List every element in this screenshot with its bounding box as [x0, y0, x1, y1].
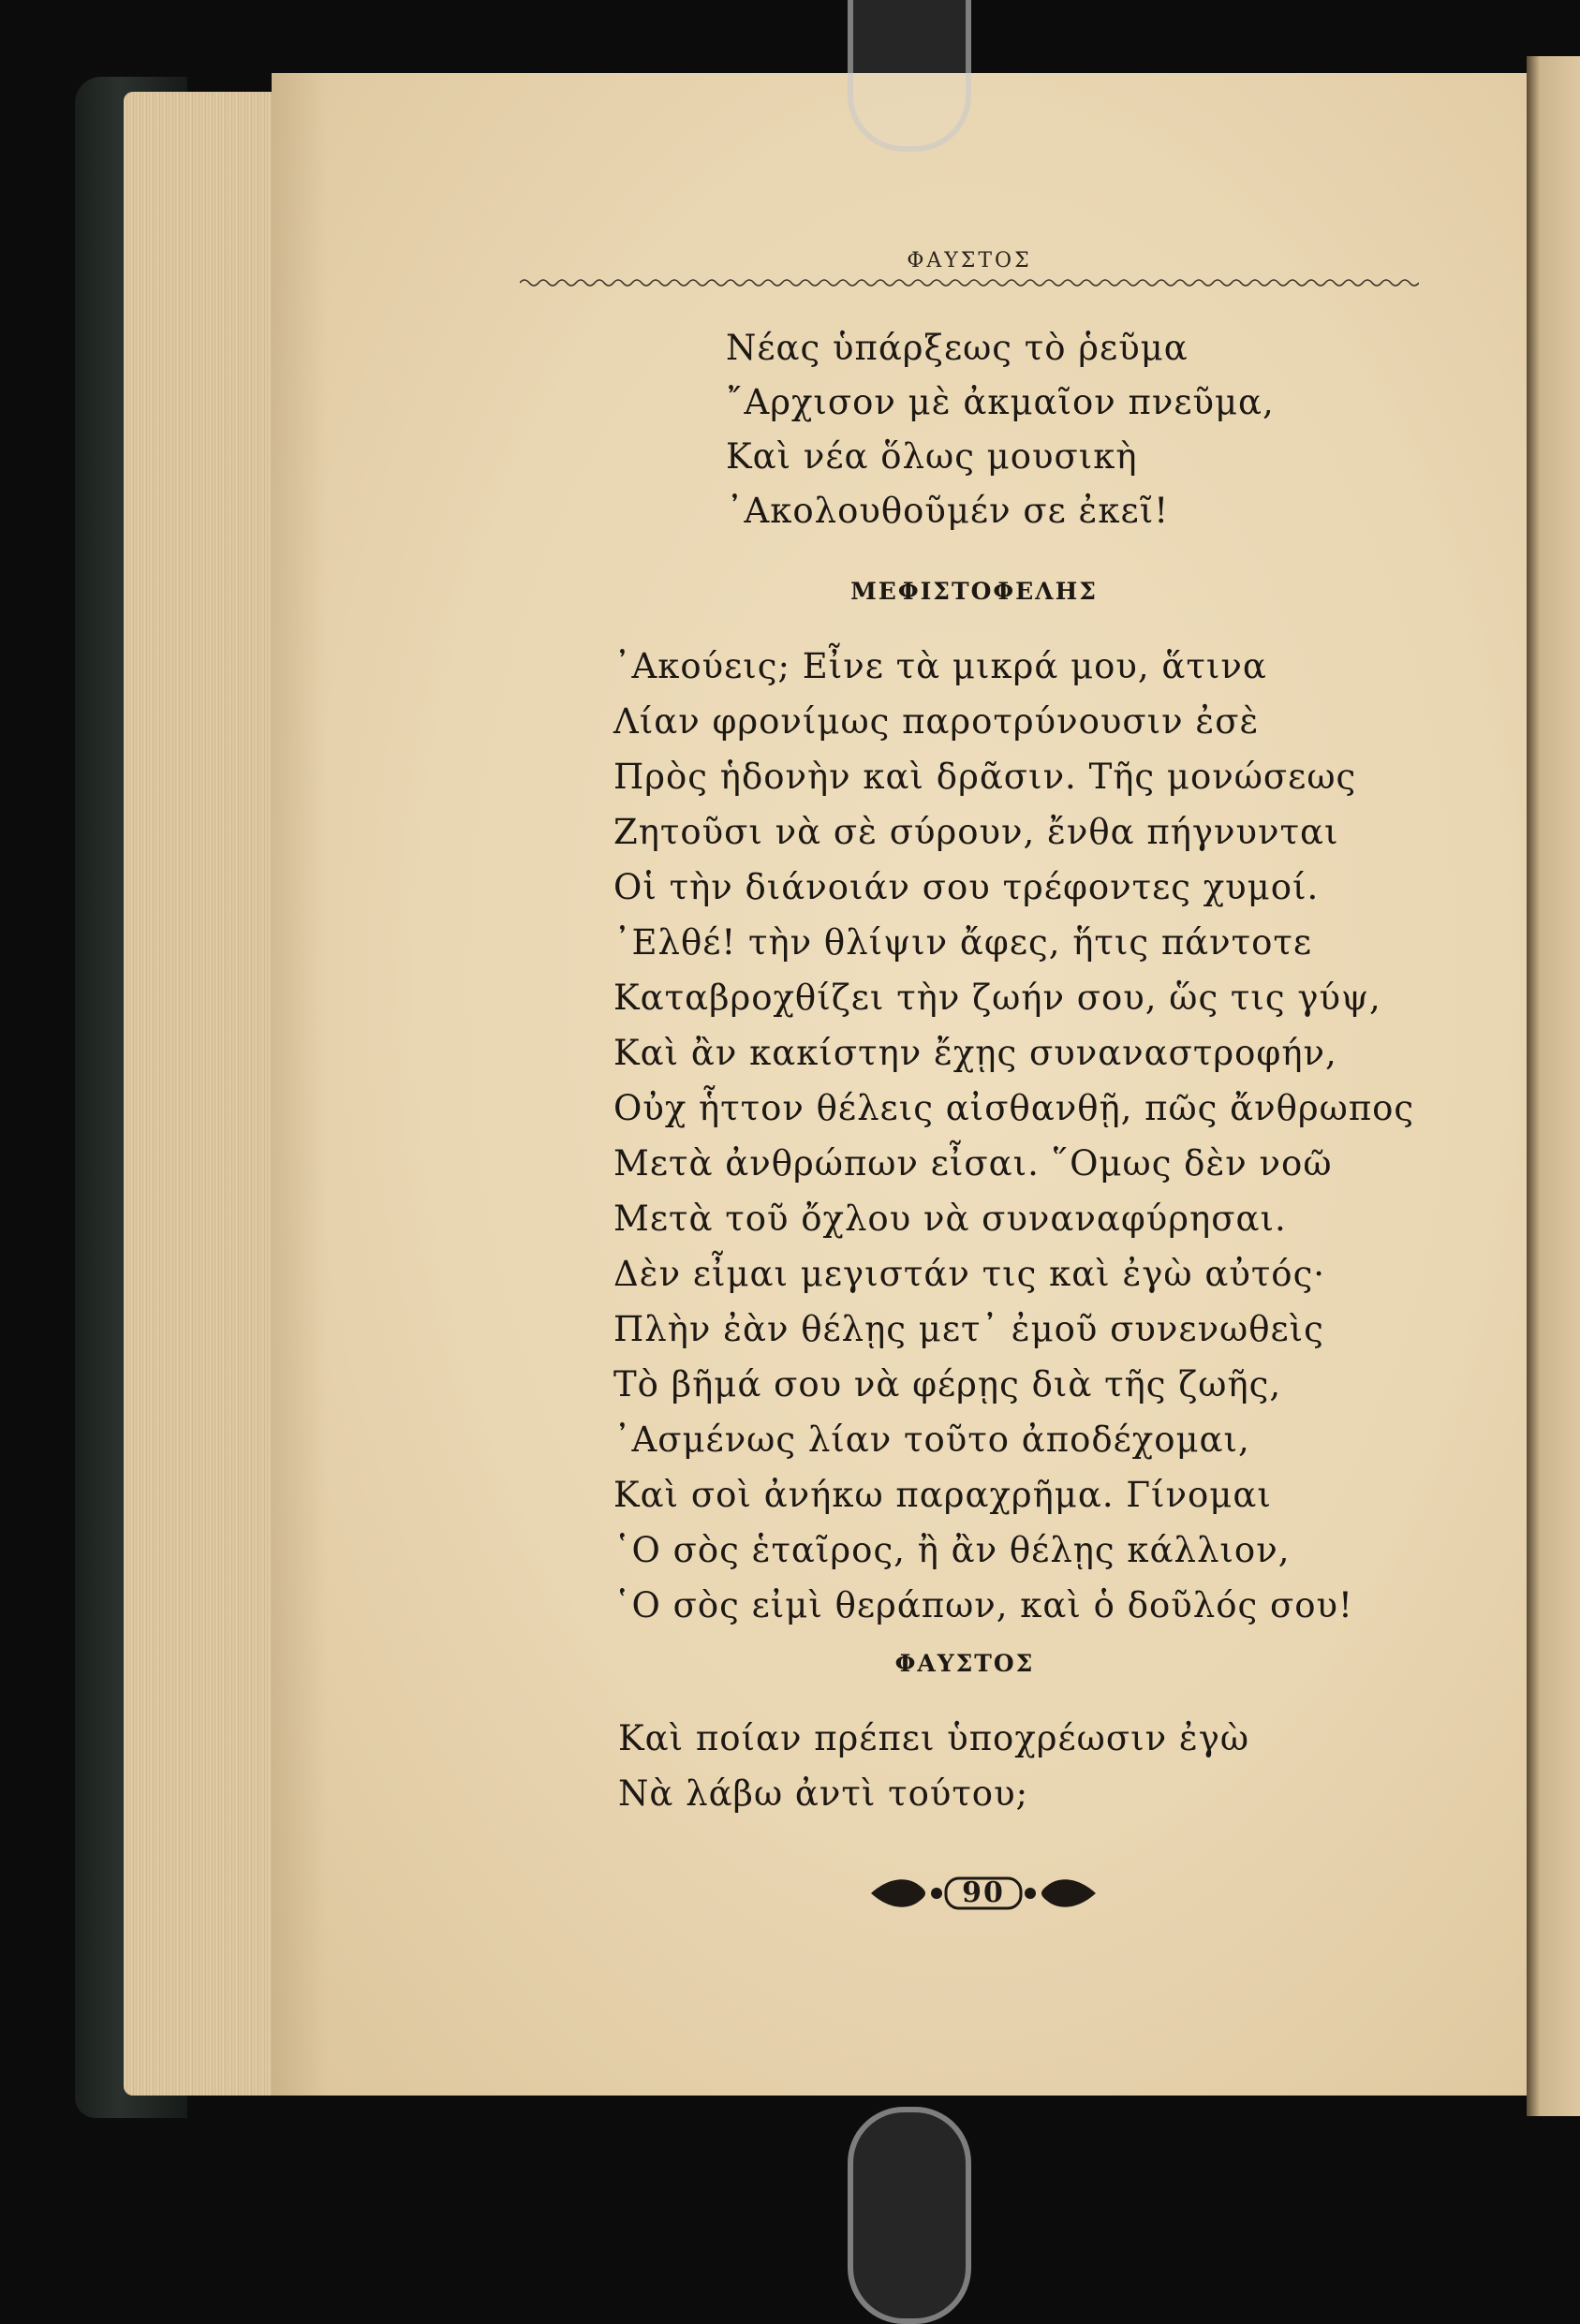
speech-line: Καὶ ἂν κακίστην ἔχῃς συναναστροφήν, — [613, 1033, 1337, 1073]
page-number-ornament — [862, 1865, 1105, 1921]
speech-line: Λίαν φρονίμως παροτρύνουσιν ἐσὲ — [613, 701, 1260, 742]
speech-line: Ζητοῦσι νὰ σὲ σύρουν, ἔνθα πήγνυνται — [613, 812, 1339, 852]
header-title: ΦΑΥΣΤΟΣ — [907, 249, 1032, 272]
speech-line: Πλὴν ἐὰν θέλῃς μετ᾿ ἐμοῦ συνενωθεὶς — [613, 1309, 1324, 1349]
speech-line: Οὐχ ἧττον θέλεις αἰσθανθῇ, πῶς ἄνθρωπος — [613, 1088, 1415, 1128]
speech-line: Πρὸς ἡδονὴν καὶ δρᾶσιν. Τῆς μονώσεως — [613, 757, 1357, 797]
speech-line: ᾿Ελθέ! τὴν θλίψιν ἄφες, ἥτις πάντοτε — [613, 922, 1313, 963]
speech-line: Νὰ λάβω ἀντὶ τούτου; — [618, 1773, 1029, 1814]
bottom-clip — [848, 2107, 971, 2324]
speech-line: Δὲν εἶμαι μεγιστάν τις καὶ ἐγὼ αὐτός· — [613, 1254, 1326, 1294]
speech-line: Τὸ βῆμά σου νὰ φέρῃς διὰ τῆς ζωῆς, — [613, 1364, 1282, 1405]
speech-line: ῾Ο σὸς εἰμὶ θεράπων, καὶ ὁ δοῦλός σου! — [613, 1585, 1353, 1625]
speech-line: Μετὰ τοῦ ὄχλου νὰ συναναφύρησαι. — [613, 1199, 1287, 1239]
running-header — [520, 249, 1419, 272]
verse-line: Νέας ὑπάρξεως τὸ ῥεῦμα — [726, 328, 1189, 368]
header-wavy-rule — [520, 277, 1419, 288]
speech-line: ᾿Ασμένως λίαν τοῦτο ἀποδέχομαι, — [613, 1419, 1250, 1460]
speech-line: Οἱ τὴν διάνοιάν σου τρέφοντες χυμοί. — [613, 867, 1320, 907]
speech-line: Μετὰ ἀνθρώπων εἶσαι. ῞Ομως δὲν νοῶ — [613, 1143, 1333, 1184]
speech-line: Καταβροχθίζει τὴν ζωήν σου, ὥς τις γύψ, — [613, 978, 1381, 1018]
next-page-edge — [1527, 56, 1580, 2116]
speech-line: Καὶ σοὶ ἀνήκω παραχρῆμα. Γίνομαι — [613, 1475, 1272, 1515]
speech-line: ᾿Ακούεις; Εἶνε τὰ μικρά μου, ἅτινα — [613, 646, 1267, 686]
top-clip — [848, 0, 971, 152]
speech-line: ῾Ο σὸς ἑταῖρος, ἢ ἂν θέλῃς κάλλιον, — [613, 1530, 1291, 1570]
verse-line: ᾿Ακολουθοῦμέν σε ἐκεῖ! — [726, 491, 1170, 531]
page-number: 90 — [962, 1876, 1005, 1909]
verse-line: ῎Αρχισον μὲ ἀκμαῖον πνεῦμα, — [726, 382, 1275, 422]
page-stack-edge — [124, 92, 283, 2096]
speaker-name: ΜΕΦΙΣΤΟΦΕΛΗΣ — [850, 578, 1098, 605]
verse-line: Καὶ νέα ὅλως μουσικὴ — [726, 436, 1138, 477]
speaker-name: ΦΑΥΣΤΟΣ — [894, 1650, 1035, 1677]
speech-line: Καὶ ποίαν πρέπει ὑποχρέωσιν ἐγὼ — [618, 1718, 1249, 1758]
